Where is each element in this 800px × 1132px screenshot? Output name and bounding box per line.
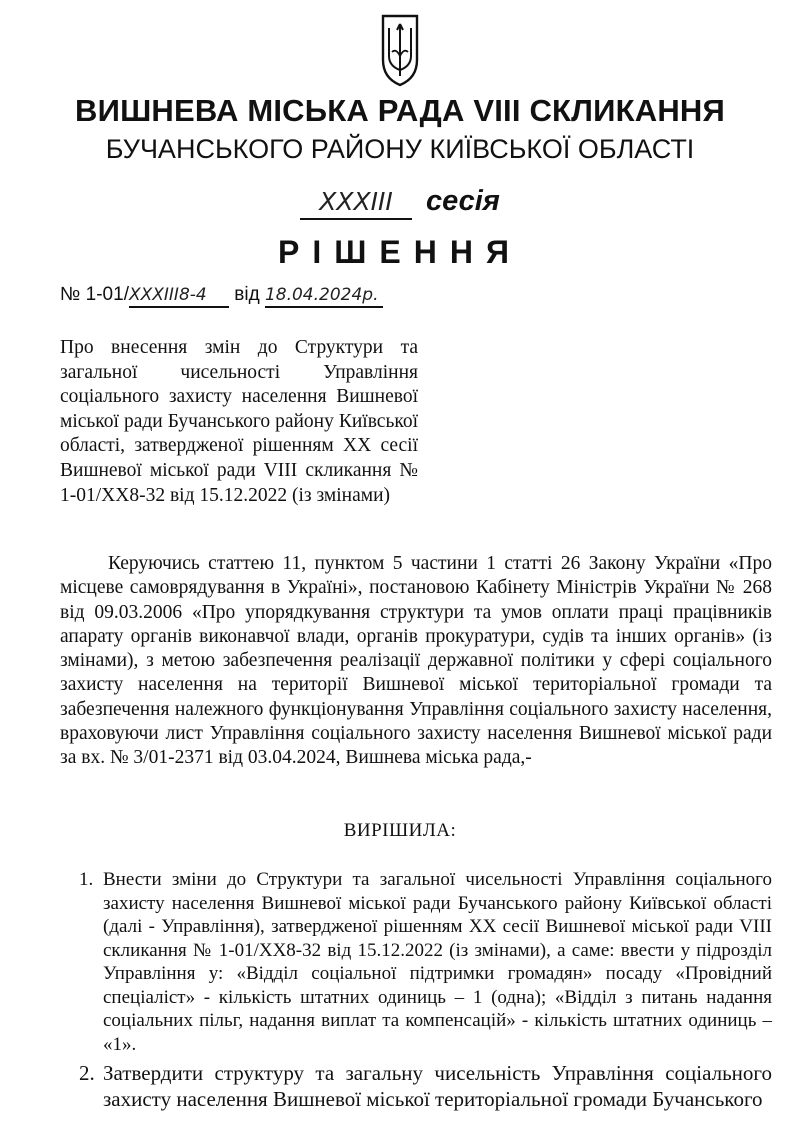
item-text: Внести зміни до Структури та загальної чисельності Управління соціального захисту населення Вишневої міської ради Бучанського району Київської області (далі - Управління), затвердженої рішенням XX сесії Вишневої міської ради VIII скликання № 1-01/XX8-32 від 15.12.2022 (із змінами), а саме: ввести у підрозділ Управління у: «Відділ соціальної підтримки громадян» посаду «Провідний спеціаліст» - кількість штатних одиниць – 1 (одна); «Відділ з питань надання соціальних пільг, надання виплат та компенсацій» - кількість штатних одиниць – «1». xyxy=(103,869,772,1055)
session-number: XXXIII xyxy=(300,186,412,220)
decision-subject: Про внесення змін до Структури та загальної чисельності Управління соціального захисту населення Вишневої міської ради Бучанського району Київської області, затвердженої рішенням XX сесії Вишневої міської ради VIII скликання № 1-01/XX8-32 від 15.12.2022 (із змінами) xyxy=(60,337,418,506)
decision-number-prefix: № 1-01/ xyxy=(60,284,129,305)
decision-title: РІШЕННЯ xyxy=(278,234,522,270)
item-number: 1. xyxy=(79,869,94,890)
preamble-paragraph: Керуючись статтею 11, пунктом 5 частини 1 статті 26 Закону України «Про місцеве самоврядування в Україні», постановою Кабінету Міністрів України № 268 від 09.03.2006 «Про упорядкування структури та умов оплати праці працівників апарату органів виконавчої влади, органів прокуратури, судів та інших органів» (із змінами), з метою забезпечення реалізації державної політики у сфері соціального захисту населення на території Вишневої міської територіальної громади та забезпечення належного функціонування Управління соціального захисту населення, враховуючи лист Управління соціального захисту населення Вишневої міської ради за вх. № 3/01-2371 від 03.04.2024, Вишнева міська рада,- xyxy=(60,553,772,769)
decision-items xyxy=(79,868,772,1112)
council-title: ВИШНЕВА МІСЬКА РАДА VIII СКЛИКАННЯ xyxy=(75,93,725,128)
decision-item xyxy=(79,1060,772,1112)
decision-date-prefix: від xyxy=(234,284,260,305)
item-number: 2. xyxy=(79,1061,95,1085)
decision-number-line xyxy=(60,284,383,308)
council-subtitle: БУЧАНСЬКОГО РАЙОНУ КИЇВСЬКОЇ ОБЛАСТІ xyxy=(105,134,695,164)
item-text: Затвердити структуру та загальну чисельність Управління соціального захисту населення Вишневої міської територіальної громади Бучанського xyxy=(103,1061,772,1111)
trident-icon xyxy=(380,12,420,88)
session-line xyxy=(300,185,500,221)
resolved-heading: ВИРІШИЛА: xyxy=(343,820,457,841)
decision-item xyxy=(79,868,772,1056)
decision-date: 18.04.2024р. xyxy=(265,284,383,308)
session-word: сесія xyxy=(426,185,500,217)
decision-number: XXXIII8-4 xyxy=(129,284,229,308)
